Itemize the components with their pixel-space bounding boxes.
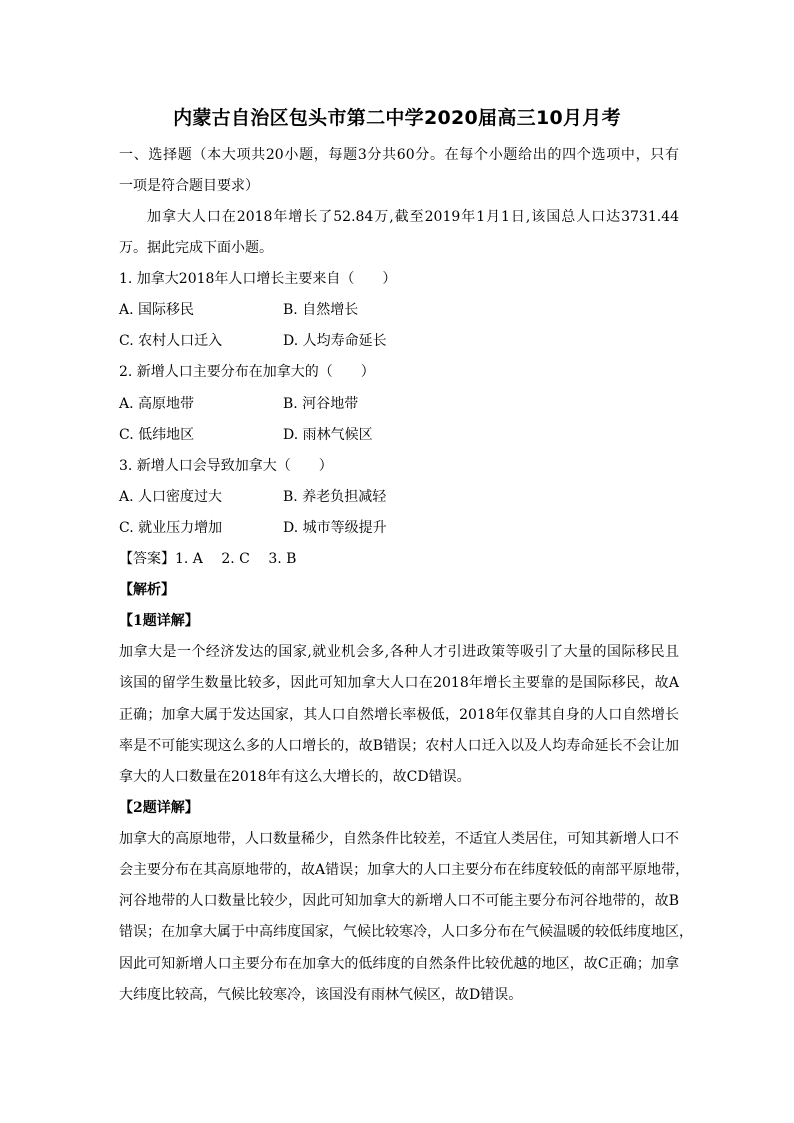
question-3-option-d: D. 城市等级提升 <box>283 520 387 536</box>
question-1-stem: 1. 加拿大2018年人口增长主要来自（ ） <box>119 271 397 287</box>
question-1-option-c: C. 农村人口迁入 <box>119 333 223 349</box>
question-3-option-b: B. 养老负担减轻 <box>283 489 387 505</box>
detail-1-line: 率是不可能实现这么多的人口增长的，故B错误；农村人口迁入以及人均寿命延长不会让加 <box>119 738 679 754</box>
question-1-option-a: A. 国际移民 <box>119 302 195 318</box>
detail-2-line: 因此可知新增人口主要分布在加拿大的低纬度的自然条件比较优越的地区，故C正确；加拿 <box>119 956 679 972</box>
detail-1-line: 正确；加拿大属于发达国家，其人口自然增长率极低，2018年仅靠其自身的人口自然增长 <box>119 707 679 723</box>
section-instruction-line2: 一项是符合题目要求） <box>119 178 259 194</box>
page-title: 内蒙古自治区包头市第二中学2020届高三10月月考 <box>173 107 621 129</box>
answer-line: 【答案】1. A 2. C 3. B <box>119 551 297 567</box>
question-2-option-c: C. 低纬地区 <box>119 427 195 443</box>
question-1-option-b: B. 自然增长 <box>283 302 359 318</box>
question-1-option-d: D. 人均寿命延长 <box>283 333 387 349</box>
question-2-option-a: A. 高原地带 <box>119 396 195 412</box>
question-2-option-d: D. 雨林气候区 <box>283 427 373 443</box>
detail-1-line: 该国的留学生数量比较多，因此可知加拿大人口在2018年增长主要靠的是国际移民，故A <box>119 675 679 691</box>
question-3-option-c: C. 就业压力增加 <box>119 520 223 536</box>
analysis-label: 【解析】 <box>119 582 175 598</box>
detail-1-line: 拿大的人口数量在2018年有这么大增长的，故CD错误。 <box>119 769 471 785</box>
question-2-option-b: B. 河谷地带 <box>283 396 359 412</box>
detail-2-line: 会主要分布在其高原地带的，故A错误；加拿大的人口主要分布在纬度较低的南部平原地带， <box>119 862 690 878</box>
section-instruction-line1: 一、选择题（本大项共20小题，每题3分共60分。在每个小题给出的四个选项中，只有 <box>119 147 679 163</box>
detail-2-line: 河谷地带的人口数量比较少，因此可知加拿大的新增人口不可能主要分布河谷地带的，故B <box>119 893 679 909</box>
question-3-stem: 3. 新增人口会导致加拿大（ ） <box>119 458 333 474</box>
detail-2-line: 加拿大的高原地带，人口数量稀少，自然条件比较差，不适宜人类居住，可知其新增人口不 <box>119 831 679 847</box>
intro-line1: 加拿大人口在2018年增长了52.84万,截至2019年1月1日,该国总人口达3731.44 <box>147 209 679 225</box>
detail-2-heading: 【2题详解】 <box>119 800 199 816</box>
detail-1-heading: 【1题详解】 <box>119 613 199 629</box>
detail-1-line: 加拿大是一个经济发达的国家,就业机会多,各种人才引进政策等吸引了大量的国际移民且 <box>119 644 679 660</box>
detail-2-line: 错误；在加拿大属于中高纬度国家，气候比较寒冷，人口多分布在气候温暖的较低纬度地区， <box>119 924 693 940</box>
detail-2-line: 大纬度比较高，气候比较寒冷，该国没有雨林气候区，故D错误。 <box>119 987 523 1003</box>
question-2-stem: 2. 新增人口主要分布在加拿大的（ ） <box>119 364 375 380</box>
question-3-option-a: A. 人口密度过大 <box>119 489 223 505</box>
intro-line2: 万。据此完成下面小题。 <box>119 240 273 256</box>
